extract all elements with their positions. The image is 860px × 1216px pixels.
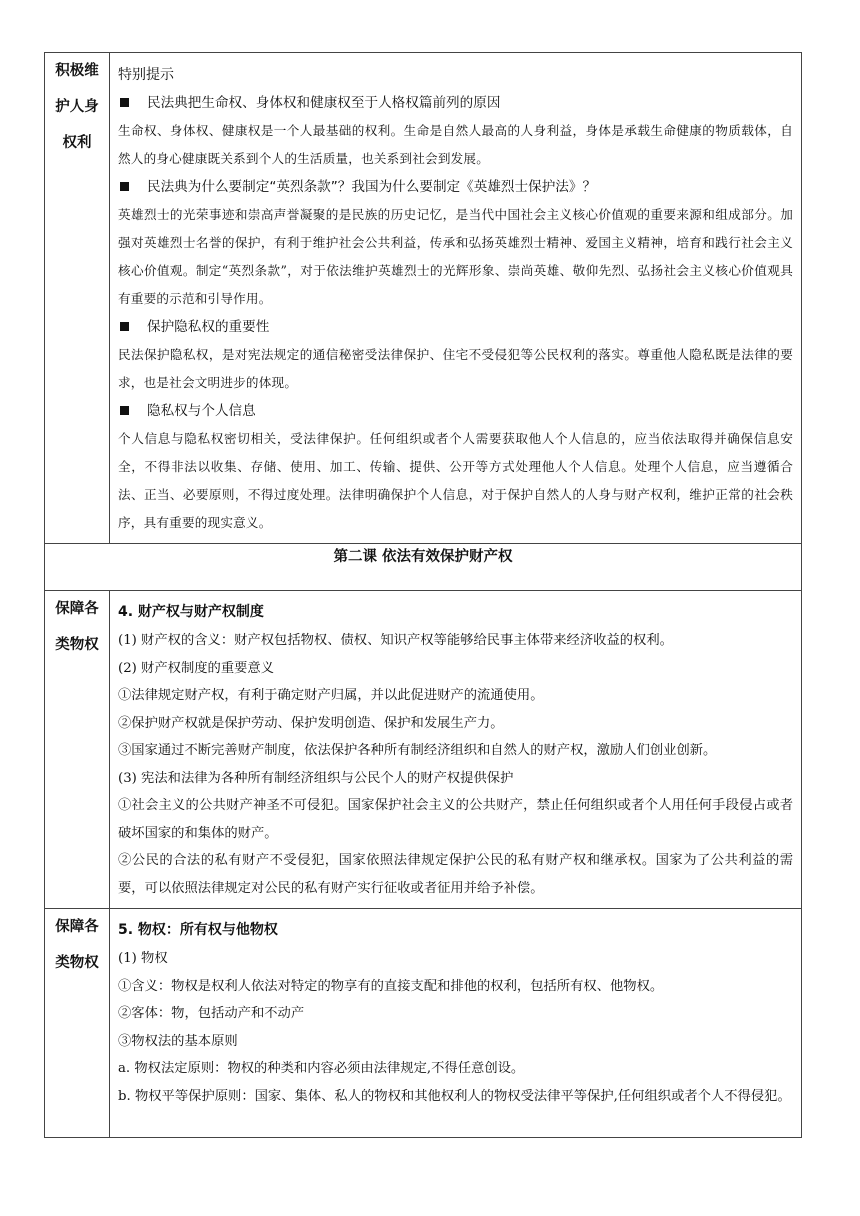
label-line: 保障各 — [55, 601, 99, 617]
table-row — [45, 591, 802, 909]
document-page — [44, 52, 802, 1138]
table-row — [45, 53, 802, 544]
notes-table — [44, 52, 802, 1138]
real-rights-content — [110, 909, 802, 1138]
table-row — [45, 909, 802, 1138]
content-line: b. 物权平等保护原则：国家、集体、私人的物权和其他权利人的物权受法律平等保护,任何组织或者个人不得侵犯。 — [118, 1088, 791, 1104]
bullet-heading: 民法典把生命权、身体权和健康权至于人格权篇前列的原因 — [118, 89, 793, 117]
label-line: 类物权 — [55, 637, 99, 653]
content-line: (1) 物权 — [118, 951, 168, 966]
bullet-paragraph: 民法保护隐私权，是对宪法规定的通信秘密受法律保护、住宅不受侵犯等公民权利的落实。尊重他人隐私既是法律的要求，也是社会文明进步的体现。 — [118, 347, 793, 390]
content-line: (2) 财产权制度的重要意义 — [118, 660, 275, 676]
property-rights-content — [110, 591, 802, 909]
content-line: ②公民的合法的私有财产不受侵犯，国家依照法律规定保护公民的私有财产权和继承权。国家为了公共利益的需要，可以依照法律规定对公民的私有财产实行征收或者征用并给予补偿。 — [118, 853, 793, 896]
special-hint-title: 特别提示 — [118, 67, 174, 83]
content-line: (1) 财产权的含义：财产权包括物权、债权、知识产权等能够给民事主体带来经济收益的权利。 — [118, 633, 673, 648]
lesson-title: 第二课 依法有效保护财产权 — [45, 544, 802, 591]
label-line: 类物权 — [55, 955, 99, 971]
table-row — [45, 544, 802, 591]
content-line: ①社会主义的公共财产神圣不可侵犯。国家保护社会主义的公共财产，禁止任何组织或者个人用任何手段侵占或者破坏国家的和集体的财产。 — [118, 798, 793, 841]
content-line: ③国家通过不断完善财产制度，依法保护各种所有制经济组织和自然人的财产权，激励人们创业创新。 — [118, 743, 717, 758]
square-bullet-icon — [120, 322, 129, 331]
personal-rights-content — [110, 53, 802, 544]
bullet-paragraph: 生命权、身体权、健康权是一个人最基础的权利。生命是自然人最高的人身利益，身体是承载生命健康的物质载体，自然人的身心健康既关系到个人的生活质量，也关系到社会到发展。 — [118, 123, 793, 166]
square-bullet-icon — [120, 98, 129, 107]
bullet-paragraph: 英雄烈士的光荣事迹和崇高声誉凝聚的是民族的历史记忆，是当代中国社会主义核心价值观的重要来源和组成部分。加强对英雄烈士名誉的保护，有利于维护社会公共利益，传承和弘扬英雄烈士精神、爱国主义精神，培育和践行社会主义核心价值观。制定“英烈条款”，对于依法维护英雄烈士的光辉形象、崇尚英雄、敬仰先烈、弘扬社会主义核心价值观具有重要的示范和引导作用。 — [118, 207, 793, 306]
bullet-heading: 保护隐私权的重要性 — [118, 313, 793, 341]
content-line: ③物权法的基本原则 — [118, 1033, 238, 1049]
row-label-personal-rights — [45, 53, 110, 544]
section-title: 4. 财产权与财产权制度 — [118, 604, 264, 620]
row-label-property-rights — [45, 591, 110, 909]
square-bullet-icon — [120, 406, 129, 415]
square-bullet-icon — [120, 182, 129, 191]
label-line: 护人身 — [55, 99, 99, 115]
content-line: ①法律规定财产权，有利于确定财产归属，并以此促进财产的流通使用。 — [118, 688, 544, 703]
content-line: (3) 宪法和法律为各种所有制经济组织与公民个人的财产权提供保护 — [118, 770, 514, 786]
content-line: ②保护财产权就是保护劳动、保护发明创造、保护和发展生产力。 — [118, 715, 504, 731]
content-line: ②客体：物，包括动产和不动产 — [118, 1006, 305, 1021]
content-line: ①含义：物权是权利人依法对特定的物享有的直接支配和排他的权利，包括所有权、他物权。 — [118, 978, 664, 994]
bullet-paragraph: 个人信息与隐私权密切相关，受法律保护。任何组织或者个人需要获取他人个人信息的，应当依法取得并确保信息安全，不得非法以收集、存储、使用、加工、传输、提供、公开等方式处理他人个人信息。处理个人信息，应当遵循合法、正当、必要原则，不得过度处理。法律明确保护个人信息，对于保护自然人的人身与财产权利，维护正常的社会秩序，具有重要的现实意义。 — [118, 431, 793, 530]
label-line: 保障各 — [55, 919, 99, 935]
bullet-heading: 民法典为什么要制定“英烈条款”？我国为什么要制定《英雄烈士保护法》？ — [118, 173, 793, 201]
label-line: 积极维 — [55, 63, 99, 79]
content-line: a. 物权法定原则：物权的种类和内容必须由法律规定,不得任意创设。 — [118, 1061, 525, 1076]
bullet-heading: 隐私权与个人信息 — [118, 397, 793, 425]
label-line: 权利 — [62, 135, 92, 151]
row-label-real-rights — [45, 909, 110, 1138]
section-title: 5. 物权：所有权与他物权 — [118, 922, 278, 938]
